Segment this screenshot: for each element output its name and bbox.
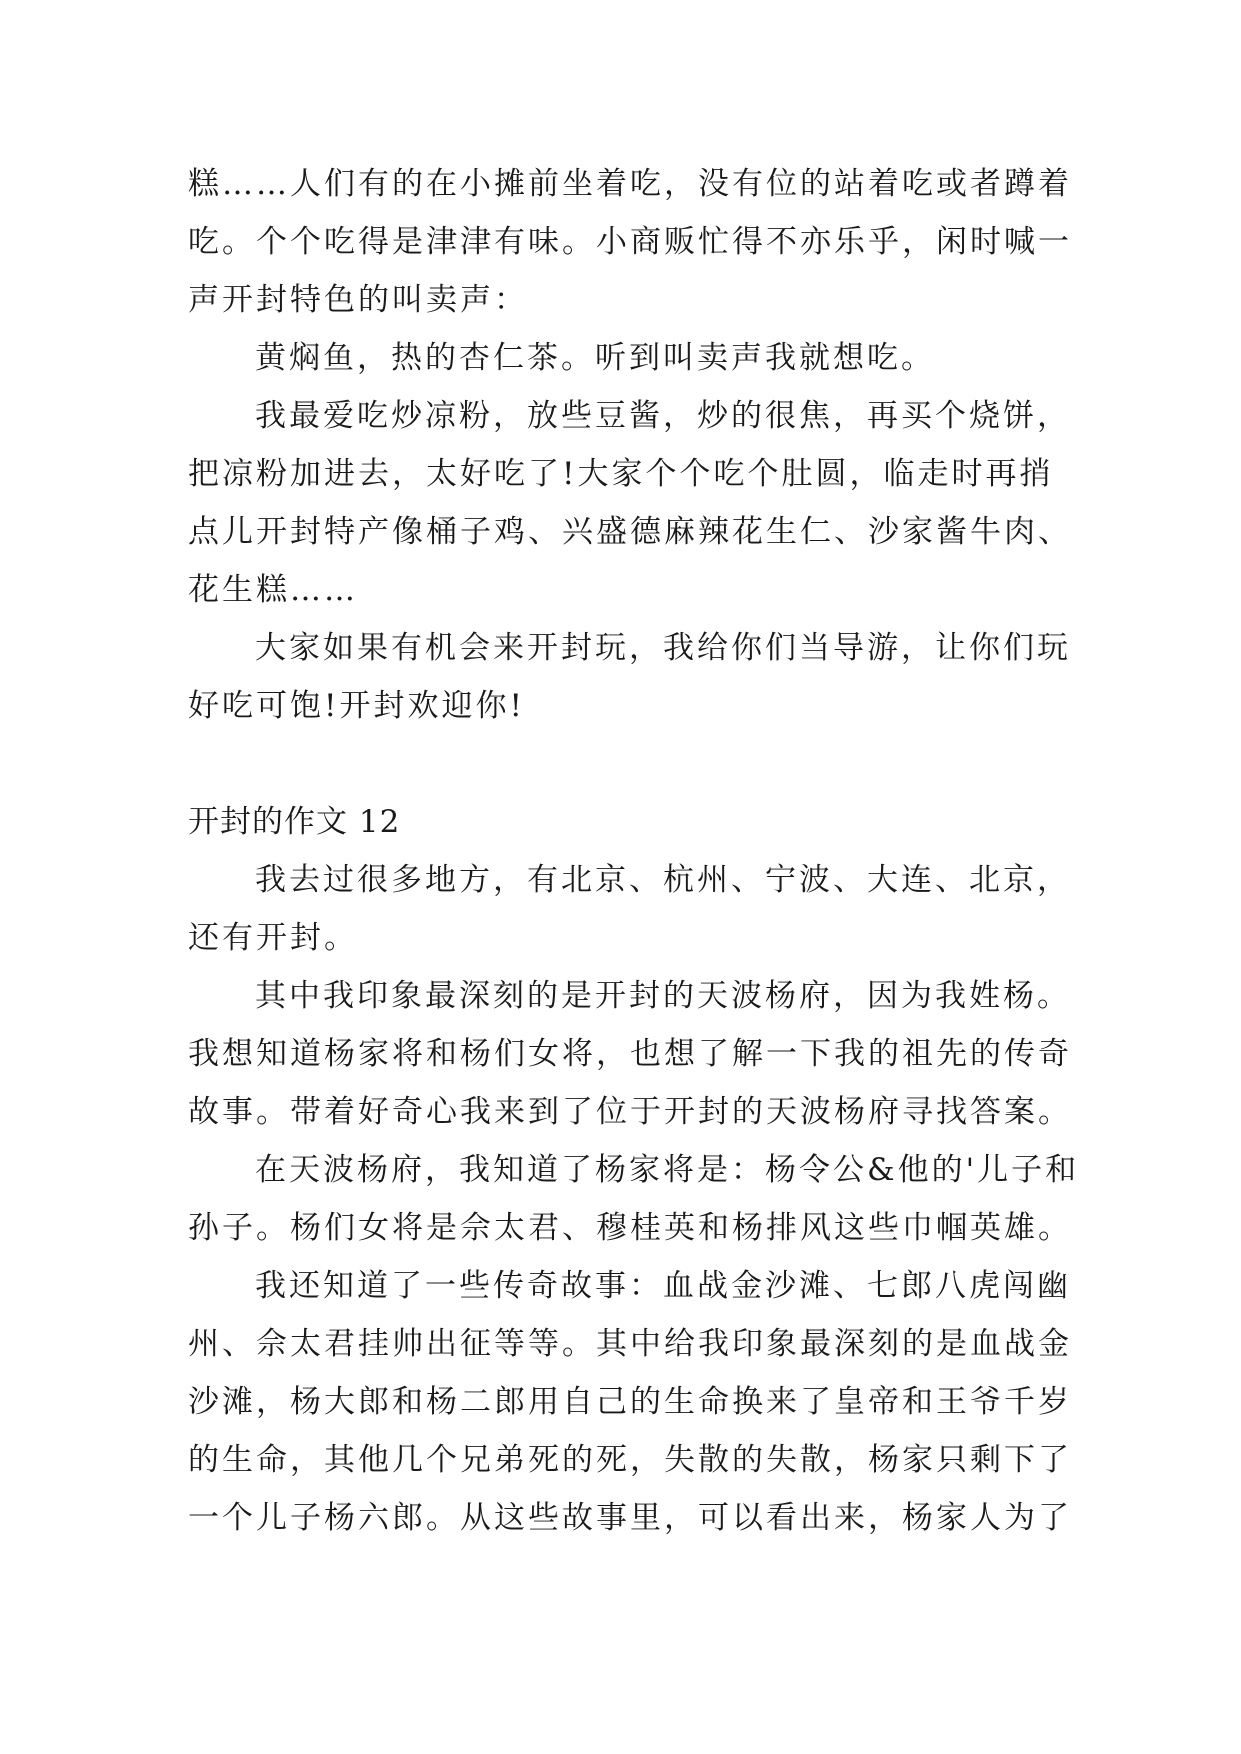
text-line: 大家如果有机会来开封玩，我给你们当导游，让你们玩 xyxy=(255,630,1071,666)
text-line: 糕……人们有的在小摊前坐着吃，没有位的站着吃或者蹲着 xyxy=(188,166,1072,202)
text-line: 在天波杨府，我知道了杨家将是：杨令公&他的'儿子和 xyxy=(255,1152,1080,1188)
text-line: 一个儿子杨六郎。从这些故事里，可以看出来，杨家人为了 xyxy=(188,1500,1072,1536)
text-line: 孙子。杨们女将是佘太君、穆桂英和杨排风这些巾帼英雄。 xyxy=(188,1210,1072,1246)
text-line: 声开封特色的叫卖声： xyxy=(188,282,528,318)
text-line: 沙滩，杨大郎和杨二郎用自己的生命换来了皇帝和王爷千岁 xyxy=(188,1384,1072,1420)
text-line: 故事。带着好奇心我来到了位于开封的天波杨府寻找答案。 xyxy=(188,1094,1072,1130)
text-line: 我想知道杨家将和杨们女将，也想了解一下我的祖先的传奇 xyxy=(188,1036,1072,1072)
text-line: 州、佘太君挂帅出征等等。其中给我印象最深刻的是血战金 xyxy=(188,1326,1072,1362)
text-line: 把凉粉加进去，太好吃了!大家个个吃个肚圆，临走时再捎 xyxy=(188,456,1054,492)
text-line: 其中我印象最深刻的是开封的天波杨府，因为我姓杨。 xyxy=(255,978,1071,1014)
text-line: 点儿开封特产像桶子鸡、兴盛德麻辣花生仁、沙家酱牛肉、 xyxy=(188,514,1072,550)
text-line: 还有开封。 xyxy=(188,920,358,956)
text-line: 花生糕…… xyxy=(188,572,358,608)
text-line: 吃。个个吃得是津津有味。小商贩忙得不亦乐乎，闲时喊一 xyxy=(188,224,1072,260)
section-heading: 开封的作文 12 xyxy=(188,804,401,840)
text-line: 我去过很多地方，有北京、杭州、宁波、大连、北京， xyxy=(255,862,1071,898)
text-line: 好吃可饱!开封欢迎你! xyxy=(188,688,525,724)
text-line: 的生命，其他几个兄弟死的死，失散的失散，杨家只剩下了 xyxy=(188,1442,1072,1478)
text-line: 黄焖鱼，热的杏仁茶。听到叫卖声我就想吃。 xyxy=(255,340,935,376)
text-line: 我最爱吃炒凉粉，放些豆酱，炒的很焦，再买个烧饼， xyxy=(255,398,1071,434)
text-line: 我还知道了一些传奇故事：血战金沙滩、七郎八虎闯幽 xyxy=(255,1268,1071,1304)
